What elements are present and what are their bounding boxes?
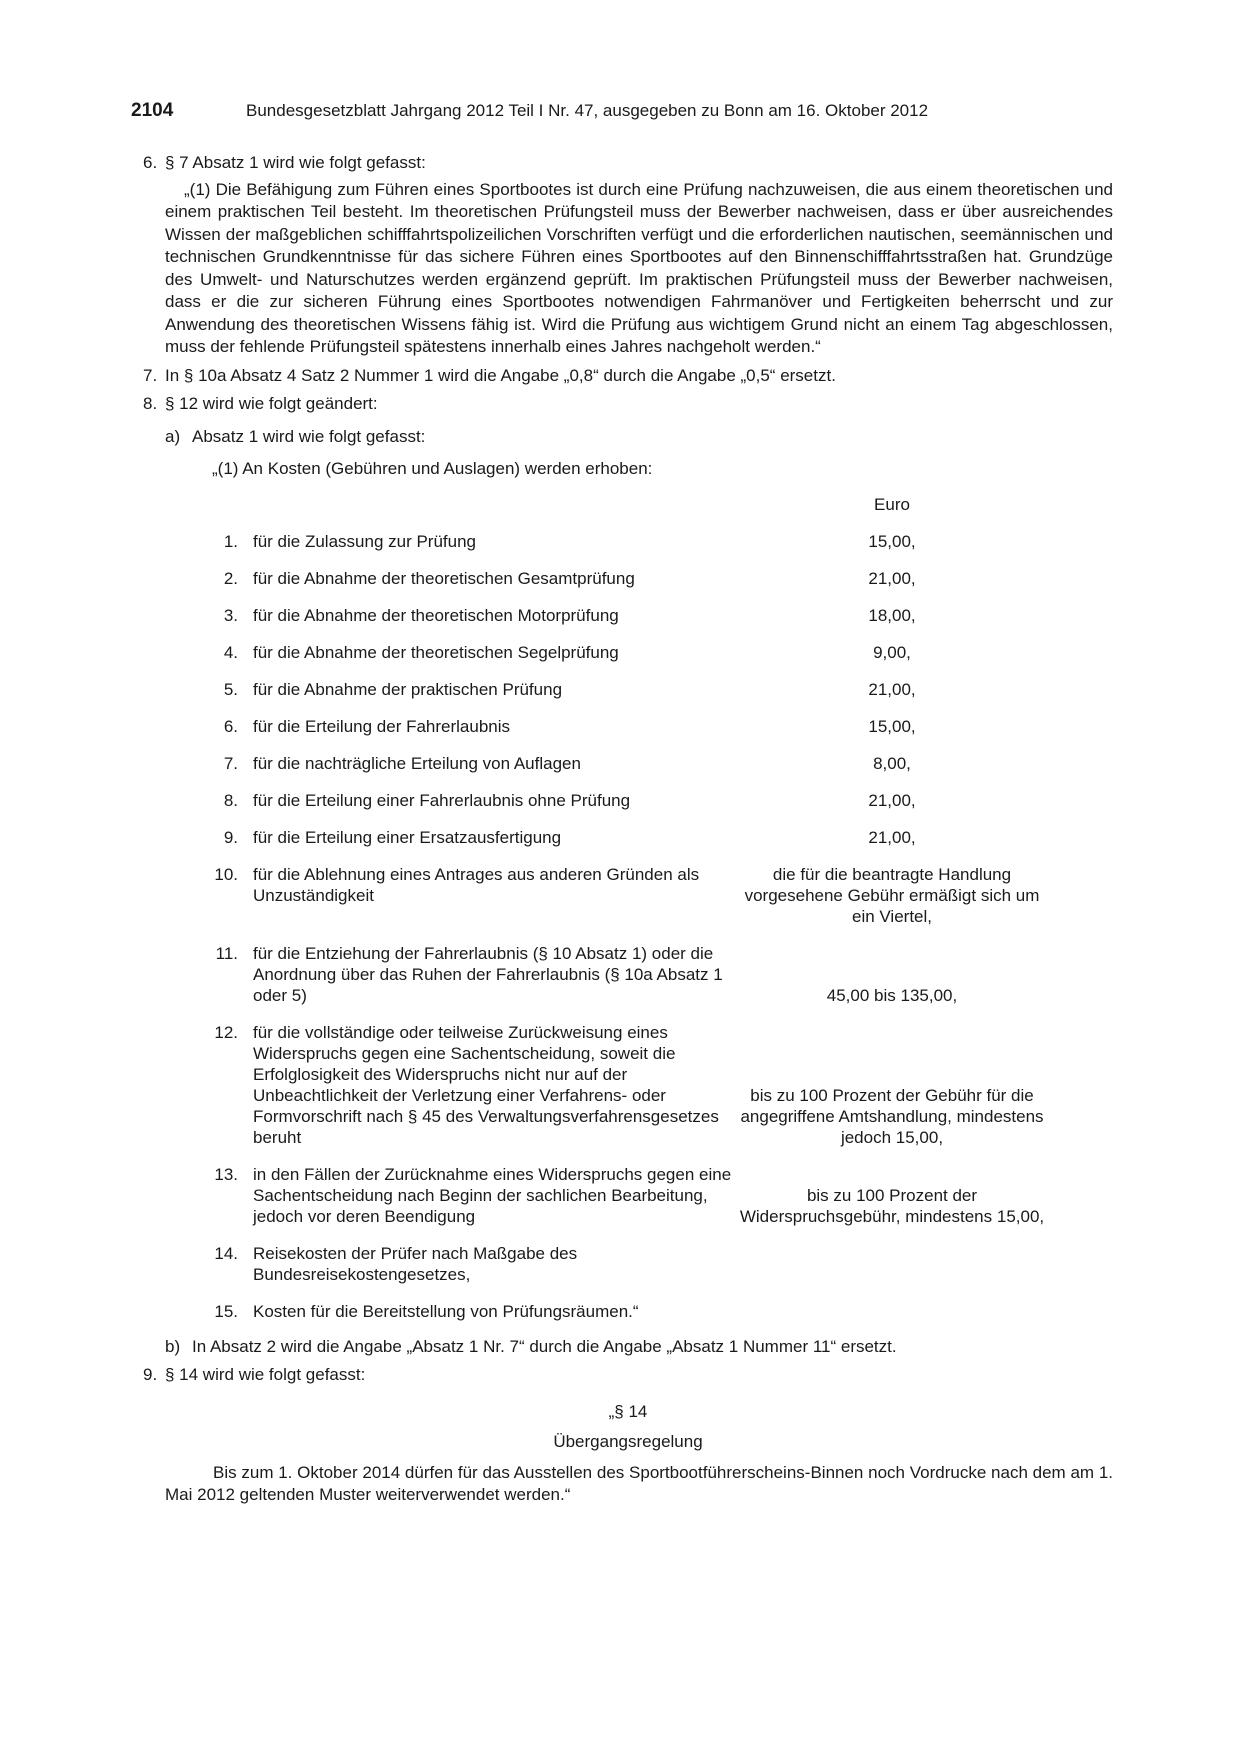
fee-row-number: 13. (214, 1164, 238, 1184)
fee-row (191, 515, 1051, 552)
item-text: § 7 Absatz 1 wird wie folgt gefasst: (165, 153, 426, 172)
fee-row (191, 927, 1051, 1006)
fee-row-number: 4. (223, 642, 238, 662)
page-number: 2104 (131, 100, 174, 121)
item-text: In § 10a Absatz 4 Satz 2 Nummer 1 wird die Angabe „0,8“ durch die Angabe „0,5“ ersetzt. (165, 365, 836, 385)
fee-row (191, 1227, 1051, 1285)
amendment-item-8 (143, 393, 1113, 1358)
fee-row-amount: 45,00 bis 135,00, (826, 985, 958, 1005)
fee-row-amount (733, 1227, 1051, 1285)
page-header (131, 100, 1111, 130)
fee-row-description: für die Abnahme der theoretischen Motorprüfung (253, 605, 619, 625)
fee-row-amount: 9,00, (873, 642, 911, 662)
fee-row-number: 12. (214, 1022, 238, 1042)
fee-row-number: 15. (214, 1301, 238, 1321)
fee-row (191, 1006, 1051, 1148)
fee-row (191, 552, 1051, 589)
sub-item-label: a) (165, 426, 181, 446)
fee-row (191, 700, 1051, 737)
fee-row (191, 811, 1051, 848)
fee-row (191, 1148, 1051, 1227)
fee-row-amount: 21,00, (868, 568, 916, 588)
fee-row-number: 11. (215, 943, 238, 963)
fee-row-description: Kosten für die Bereitstellung von Prüfungsräumen.“ (253, 1301, 639, 1321)
section-body: Bis zum 1. Oktober 2014 dürfen für das Ausstellen des Sportbootführerscheins-Binnen noch Vordrucke nach dem am 1. Mai 2012 geltenden Muster weiterverwendet werden.“ (165, 1462, 1113, 1504)
fee-row-number: 14. (214, 1243, 238, 1263)
fee-row-number: 6. (223, 716, 238, 736)
amendment-item-9 (143, 1364, 1113, 1507)
fee-row-amount: 15,00, (868, 716, 916, 736)
amendment-item-6 (143, 152, 1113, 359)
fee-row (191, 663, 1051, 700)
fee-intro: „(1) An Kosten (Gebühren und Auslagen) werden erhoben: (212, 459, 653, 478)
item-number: 6. (143, 153, 158, 172)
fee-row-number: 2. (223, 568, 238, 588)
fee-row-description: für die Zulassung zur Prüfung (253, 531, 477, 551)
item-number: 8. (143, 394, 158, 413)
fee-row-amount (733, 1285, 1051, 1322)
sub-item-label: b) (165, 1336, 181, 1356)
currency-label: Euro (874, 494, 910, 514)
fee-row (191, 1285, 1051, 1322)
fee-row-number: 10. (214, 864, 238, 884)
sub-item-a (165, 426, 1113, 449)
fee-row-number: 5. (223, 679, 238, 699)
sub-item-text: In Absatz 2 wird die Angabe „Absatz 1 Nr. 7“ durch die Angabe „Absatz 1 Nummer 11“ ersetzt. (192, 1336, 897, 1356)
item-number: 7. (143, 365, 158, 385)
fee-row-number: 9. (223, 827, 238, 847)
item-text: § 12 wird wie folgt geändert: (165, 394, 378, 413)
fee-row-amount: die für die beantragte Handlung vorgesehene Gebühr ermäßigt sich um ein Viertel, (744, 864, 1040, 926)
fee-row-description: für die Abnahme der theoretischen Segelprüfung (253, 642, 619, 662)
sub-item-b (165, 1336, 1113, 1359)
fee-row-description: für die Erteilung einer Ersatzausfertigung (253, 827, 562, 847)
amendment-item-7 (143, 365, 1113, 388)
fee-row-description: für die Abnahme der theoretischen Gesamtprüfung (253, 568, 635, 588)
fee-row-amount: 15,00, (868, 531, 916, 551)
fee-row (191, 848, 1051, 927)
fee-row (191, 626, 1051, 663)
running-title: Bundesgesetzblatt Jahrgang 2012 Teil I Nr. 47, ausgegeben zu Bonn am 16. Oktober 2012 (246, 101, 929, 120)
fee-row-number: 7. (223, 753, 238, 773)
fee-row-amount: 21,00, (868, 790, 916, 810)
fee-row-description: für die Erteilung der Fahrerlaubnis (253, 716, 511, 736)
fee-row-description: für die nachträgliche Erteilung von Auflagen (253, 753, 581, 773)
fee-row-amount: bis zu 100 Prozent der Gebühr für die angegriffene Amtshandlung, mindestens jedoch 15,00, (740, 1085, 1044, 1147)
fee-table-header (191, 485, 1051, 515)
fee-row-number: 8. (223, 790, 238, 810)
fee-row-number: 1. (223, 531, 238, 551)
item-number: 9. (143, 1365, 158, 1384)
fee-row-number: 3. (223, 605, 238, 625)
section-number: „§ 14 (608, 1401, 648, 1421)
fee-row-description: für die Erteilung einer Fahrerlaubnis ohne Prüfung (253, 790, 631, 810)
fee-row-amount: 21,00, (868, 827, 916, 847)
fee-row-amount: 8,00, (873, 753, 911, 773)
fee-row-description: für die Entziehung der Fahrerlaubnis (§ 10 Absatz 1) oder die Anordnung über das Ruhen der Fahrerlaubnis (§ 10a Absatz 1 oder 5) (253, 943, 723, 1005)
fee-row (191, 589, 1051, 626)
fee-row-description: Reisekosten der Prüfer nach Maßgabe des Bundesreisekostengesetzes, (253, 1243, 578, 1284)
fee-row-description: für die vollständige oder teilweise Zurückweisung eines Widerspruchs gegen eine Sachentscheidung, soweit die Erfolglosigkeit des Widerspruchs nicht nur auf der Unbeachtlichkeit der Verletzung einer Verfahrens- oder Formvorschrift nach § 45 des Verwaltungsverfahrensgesetzes beruht (253, 1022, 719, 1147)
fee-row-amount: 18,00, (868, 605, 916, 625)
sub-item-text: Absatz 1 wird wie folgt gefasst: (192, 426, 426, 446)
item-text: § 14 wird wie folgt gefasst: (165, 1365, 366, 1384)
quoted-paragraph: „(1) Die Befähigung zum Führen eines Sportbootes ist durch eine Prüfung nachzuweisen, die aus einem theoretischen und einem praktischen Teil besteht. Im theoretischen Prüfungsteil muss der Bewerber nachweisen, dass er über ausreichendes Wissen der maßgeblichen schifffahrtspolizeilichen Vorschriften verfügt und die erforderlichen nautischen, seemännischen und technischen Grundkenntnisse für das sichere Führen eines Sportbootes auf den Binnenschifffahrtsstraßen hat. Grundzüge des Umwelt- und Naturschutzes werden ergänzend geprüft. Im praktischen Prüfungsteil muss der Bewerber nachweisen, dass er die zur sicheren Führung eines Sportbootes notwendigen Fahrmanöver und Fertigkeiten beherrscht und zur Anwendung des theoretischen Wissens fähig ist. Wird die Prüfung aus wichtigem Grund nicht an einem Tag abgeschlossen, muss der fehlende Prüfungsteil spätestens innerhalb eines Jahres nachgeholt werden.“ (165, 179, 1113, 356)
fee-row (191, 774, 1051, 811)
document-body (143, 152, 1113, 1513)
fee-row-description: für die Abnahme der praktischen Prüfung (253, 679, 563, 699)
fee-table (191, 485, 1051, 1322)
fee-row-amount: 21,00, (868, 679, 916, 699)
fee-row-description: für die Ablehnung eines Antrages aus anderen Gründen als Unzuständigkeit (253, 864, 700, 905)
fee-row-description: in den Fällen der Zurücknahme eines Widerspruchs gegen eine Sachentscheidung nach Beginn der sachlichen Bearbeitung, jedoch vor deren Beendigung (253, 1164, 732, 1226)
fee-row-amount: bis zu 100 Prozent der Widerspruchsgebühr, mindestens 15,00, (739, 1185, 1045, 1226)
fee-row (191, 737, 1051, 774)
section-heading: Übergangsregelung (553, 1432, 703, 1451)
